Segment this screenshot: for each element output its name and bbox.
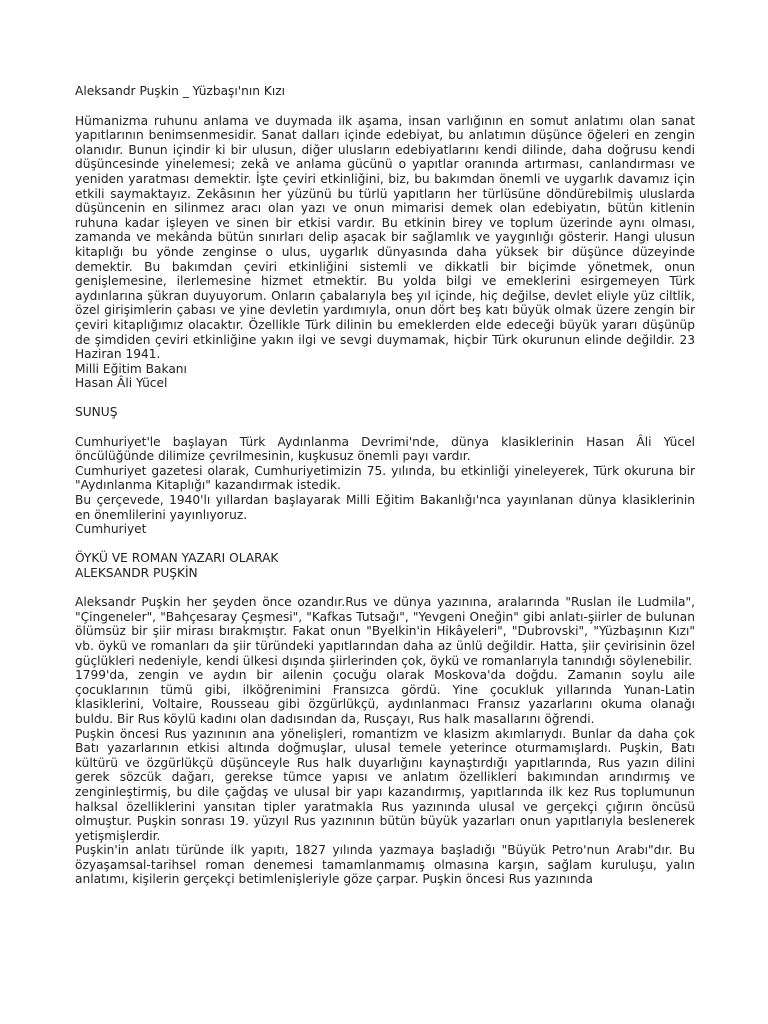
sunus-heading: SUNUŞ [75, 405, 118, 420]
sunus-paragraph-3: Bu çerçevede, 1940'lı yıllardan başlayarak Milli Eğitim Bakanlığı'nca yayınlanan dünya klasiklerinin en önemlilerini yayınlıyoruz. [75, 493, 695, 522]
sunus-paragraph-1: Cumhuriyet'le başlayan Türk Aydınlanma Devrimi'nde, dünya klasiklerinin Hasan Âli Yücel öncülüğünde dilimize çevrilmesinin, kuşkusuz önemli payı vardır. [75, 434, 695, 464]
sunus-paragraph-2: Cumhuriyet gazetesi olarak, Cumhuriyetimizin 75. yılında, bu etkinliği yineleyerek, Türk okuruna bir "Aydınlanma Kitaplığı" kazandırmak istedik. [75, 463, 695, 493]
author-paragraph-1: Aleksandr Puşkin her şeyden önce ozandır.Rus ve dünya yazınına, aralarında "Ruslan ile Ludmila", "Çingeneler", "Bahçesaray Çeşmesi", "Kafkas Tutsağı", "Yevgeni Oneğin" gibi anlatı-şiirler de bulunan ölümsüz bir şiir mirası bırakmıştır. Fakat onun "Byelkin'in Hikâyeleri", "Dubrovski", "Yüzbaşının Kızı" vb. öykü ve romanları da şiir türündeki yapıtlarından daha az ünlü değildir. Hatta, şiir çevirisinin özel güçlükleri nedeniyle, kendi ülkesi dışında şiirlerinden çok, öykü ve romanlarıyla tanındığı söylenebilir. [75, 595, 695, 668]
author-section-heading-1: ÖYKÜ VE ROMAN YAZARI OLARAK [75, 551, 279, 566]
author-paragraph-4: Puşkin'in anlatı türünde ilk yapıtı, 1827 yılında yazmaya başladığı "Büyük Petro'nun Arabı"dır. Bu özyaşamsal-tarihsel roman denemesi tamamlanmamış olmasına karşın, sağlam kuruluşu, yalın anlatımı, kişilerin gerçekçi betimlenişleriyle göze çarpar. Puşkin öncesi Rus yazınında [75, 843, 695, 887]
author-section-heading-2: ALEKSANDR PUŞKİN [75, 566, 198, 580]
foreword-paragraph: Hümanizma ruhunu anlama ve duymada ilk aşama, insan varlığının en somut anlatımı olan sanat yapıtlarının benimsenmesidir. Sanat dalları içinde edebiyat, bu anlatımın düşünce öğeleri en zengin olanıdır. Bunun içindir ki bir ulusun, diğer ulusların edebiyatlarını kendi dilinde, daha doğrusu kendi düşüncesinde yinelemesi; zekâ ve anlama gücünü o yapıtlar oranında artırması, canlandırması ve yeniden yaratması demektir. İşte çeviri etkinliğini, biz, bu bakımdan önemli ve uygarlık davamız için etkili saymaktayız. Zekâsının her yüzünü bu türlü yapıtların her türlüsüne döndürebilmiş uluslarda düşüncenin en silinmez aracı olan yazı ve onun mimarisi demek olan edebiyatın, bütün kitlenin ruhuna kadar işleyen ve sinen bir etkisi vardır. Bu etkinin birey ve toplum üzerinde aynı olması, zamanda ve mekânda bütün sınırları delip aşacak bir sağlamlık ve yaygınlığı gösterir. Hangi ulusun kitaplığı bu yönde zenginse o ulus, uygarlık dünyasında daha yüksek bir düşünce düzeyinde demektir. Bu bakımdan çeviri etkinliğini sistemli ve dikkatli bir biçimde yönetmek, onun genişlemesine, ilerlemesine hizmet etmektir. Bu yolda bilgi ve emeklerini esirgemeyen Türk aydınlarına şükran duyuyorum. Onların çabalarıyla beş yıl içinde, hiç değilse, devlet eliyle yüz ciltlik, özel girişimlerin çabası ve yine devletin yardımıyla, onun dört beş katı büyük olmak üzere zengin bir çeviri kitaplığımız olacaktır. Özellikle Türk dilinin bu emeklerden elde edeceği büyük yararı düşünüp de şimdiden çeviri etkinliğine yakın ilgi ve sevgi duymamak, hiçbir Türk okurunun elinde değildir. 23 Haziran 1941. [75, 113, 695, 362]
author-paragraph-2: 1799'da, zengin ve aydın bir ailenin çocuğu olarak Moskova'da doğdu. Zamanın soylu aile çocuklarının tümü gibi, ilköğrenimini Fransızca gördü. Yine çocukluk yıllarında Yunan-Latin klasiklerini, Voltaire, Rousseau gibi özgürlükçü, aydınlanmacı Fransız yazarlarını okuma olanağı buldu. Bir Rus köylü kadını olan dadısından da, Rusçayı, Rus halk masallarını öğrendi. [75, 668, 695, 726]
foreword-signature-title: Milli Eğitim Bakanı [75, 361, 187, 376]
spacer [75, 391, 695, 406]
sunus-signature: Cumhuriyet [75, 522, 147, 537]
author-paragraph-3: Puşkin öncesi Rus yazınının ana yönelişleri, romantizm ve klasizm akımlarıydı. Bunlar da daha çok Batı yazarlarının etkisi altında doğmuşlar, ulusal temele yeterince oturmamışlardı. Puşkin, Batı kültürü ve özgürlükçü düşünceyle Rus halk duyarlığını kaynaştırdığı yapıtlarında, Rus yazın dilini gerek sözcük dağarı, gerekse tümce yapısı ve anlatım özellikleri bakımından arındırmış ve zenginleştirmiş, bu dile çağdaş ve ulusal bir yapı kazandırmış, yapıtlarında ilk kez Rus toplumunun halksal özelliklerini yansıtan tipler yaratmakla Rus yazınında ulusal ve gerçekçi çığırın öncüsü olmuştur. Puşkin sonrası 19. yüzyıl Rus yazınının bütün büyük yazarları onun yapıtlarıyla beslenerek yetişmişlerdir. [75, 726, 695, 843]
document-title: Aleksandr Puşkin _ Yüzbaşı'nın Kızı [75, 84, 285, 98]
document-page [75, 84, 695, 887]
spacer [75, 537, 695, 552]
spacer [75, 420, 695, 435]
foreword-signature-name: Hasan Âli Yücel [75, 376, 168, 391]
spacer [75, 581, 695, 596]
